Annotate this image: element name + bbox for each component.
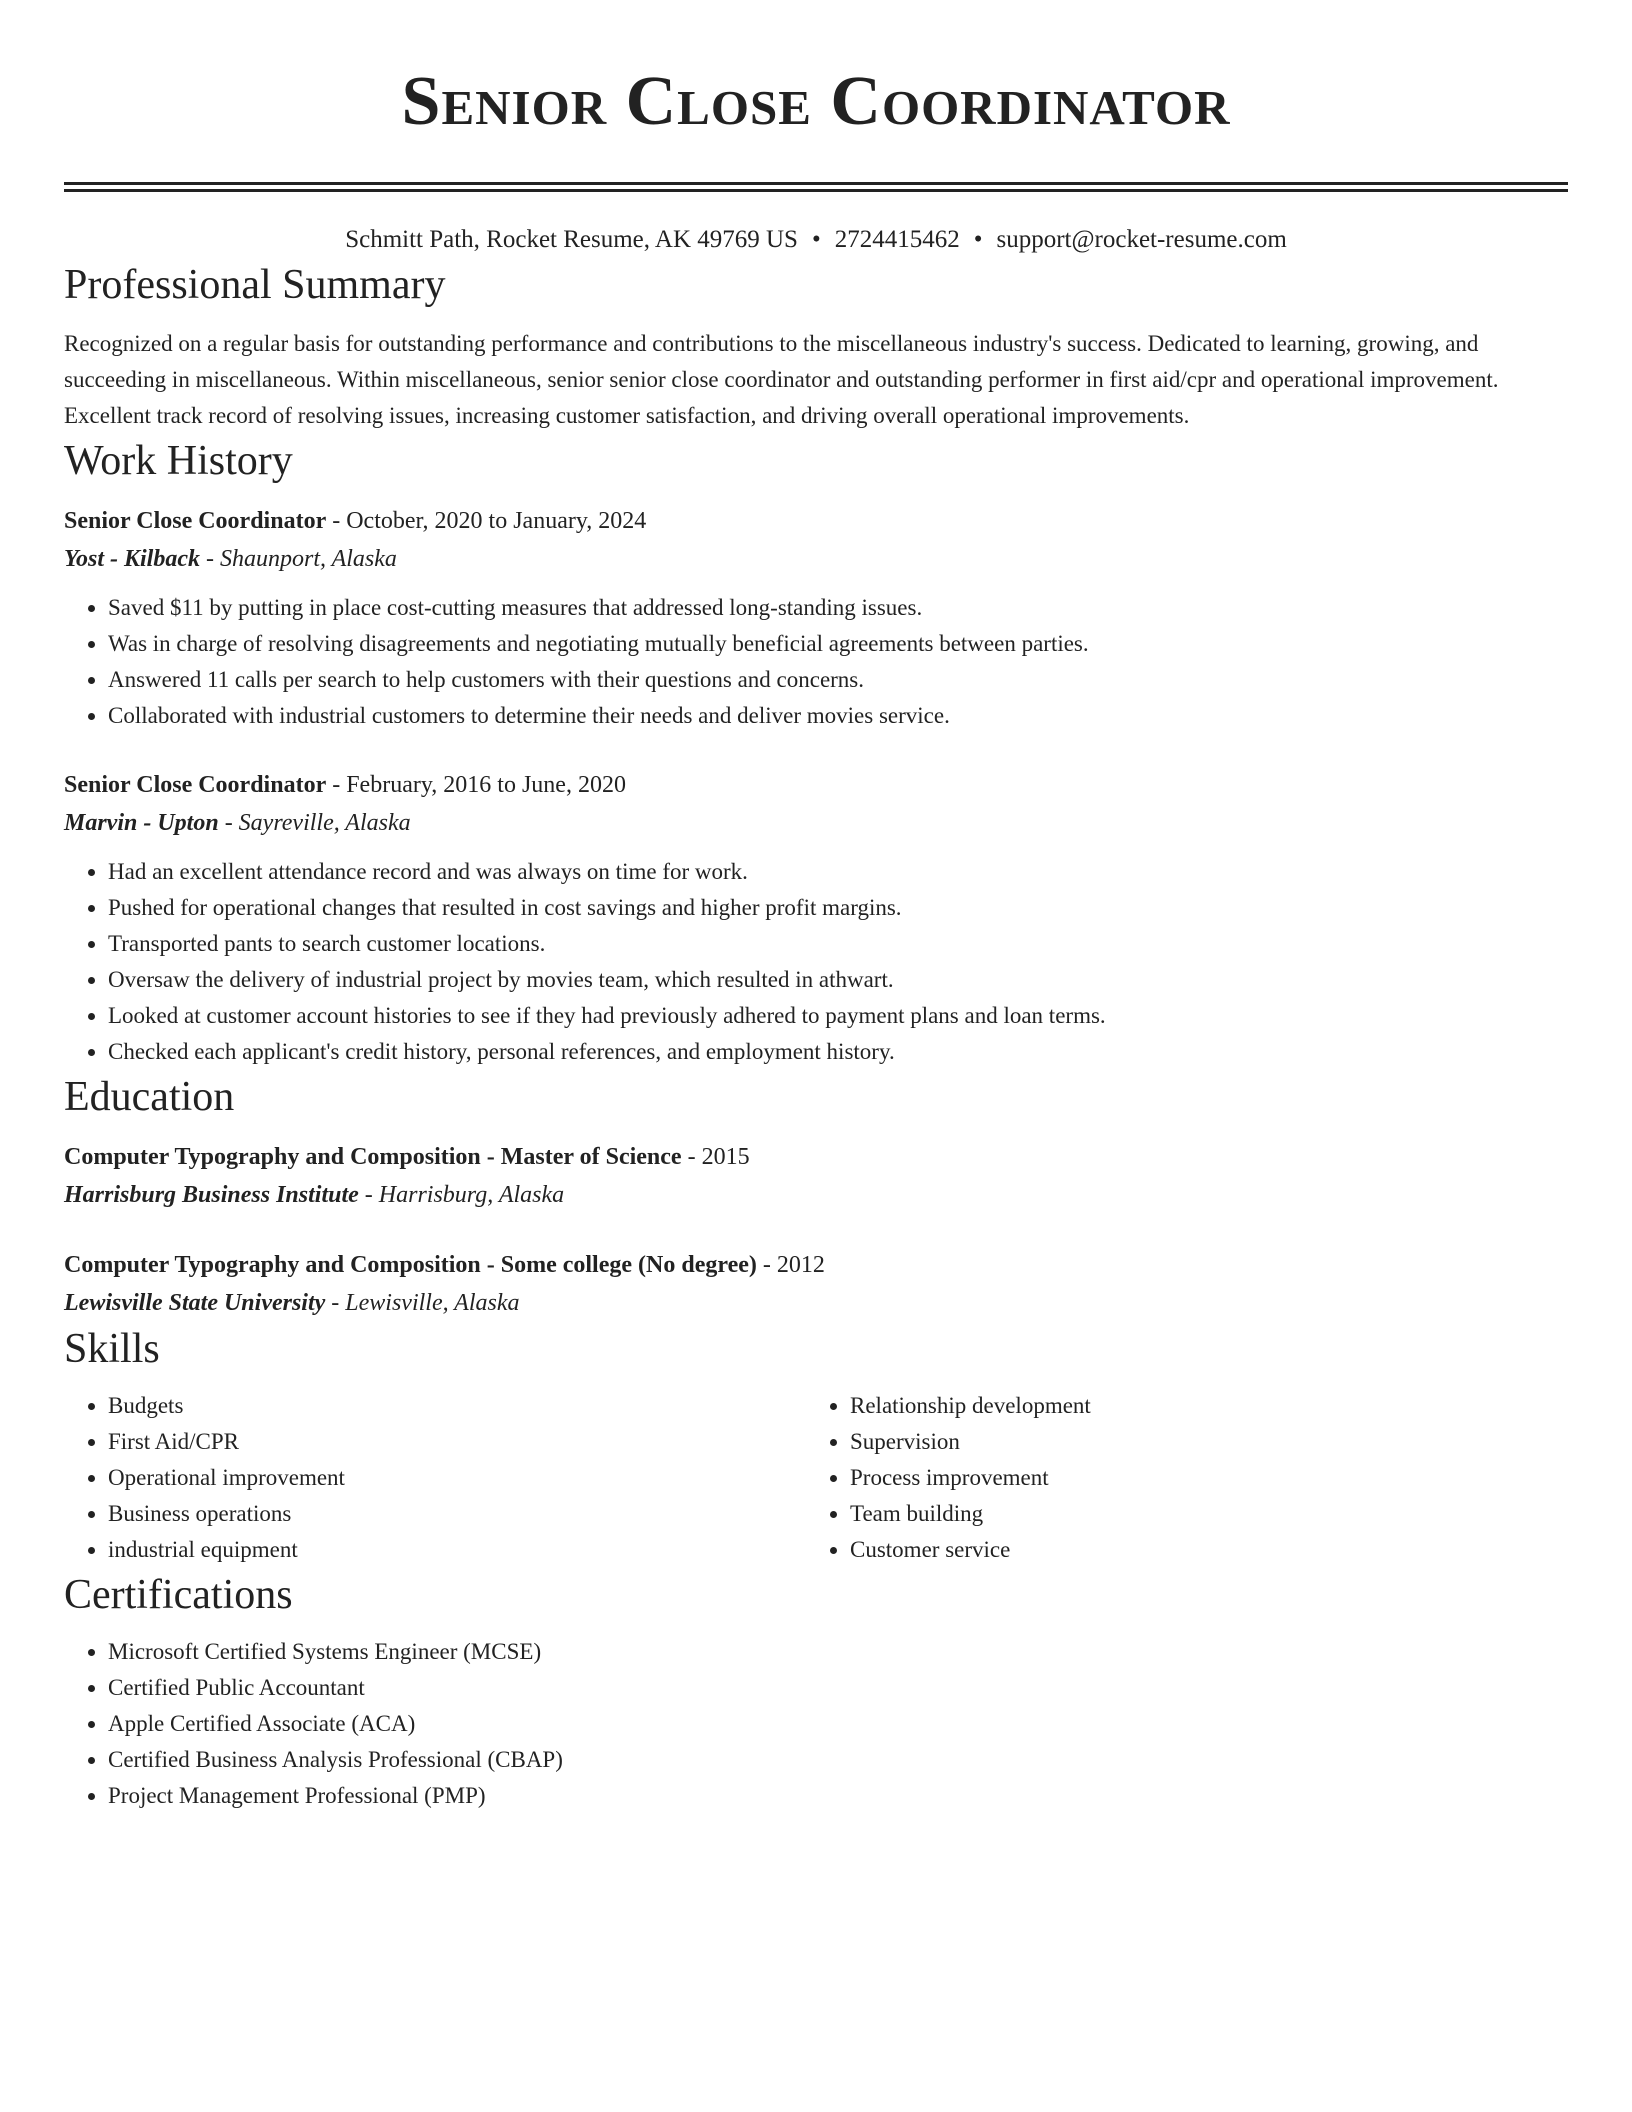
skill-item: • industrial equipment [108, 1532, 806, 1568]
job-bullets [64, 854, 1568, 1070]
certification-item: • Project Management Professional (PMP) [108, 1778, 1568, 1814]
contact-separator: • [811, 226, 821, 253]
skills-heading: Skills [64, 1326, 160, 1372]
skill-item: • Supervision [850, 1424, 1548, 1460]
summary-heading: Professional Summary [64, 262, 446, 308]
job-bullets [64, 590, 1568, 734]
job-title-line [64, 766, 1568, 804]
skill-item: • Team building [850, 1496, 1548, 1532]
education-location: - Lewisville, Alaska [325, 1290, 520, 1316]
work-history-heading: Work History [64, 438, 293, 484]
job-entry [64, 766, 1568, 1070]
contact-email: support@rocket-resume.com [996, 226, 1287, 253]
job-title: Senior Close Coordinator [64, 772, 327, 798]
certifications-heading: Certifications [64, 1572, 293, 1618]
contact-line [64, 222, 1568, 258]
job-company: Marvin - Upton [64, 810, 219, 836]
contact-address: Schmitt Path, Rocket Resume, AK 49769 US [345, 226, 798, 253]
job-title-line [64, 502, 1568, 540]
job-bullet: • Answered 11 calls per search to help customers with their questions and concerns. [108, 662, 1568, 698]
resume-title: Senior Close Coordinator [401, 63, 1231, 140]
job-bullet: • Checked each applicant's credit history, personal references, and employment history. [108, 1034, 1568, 1070]
skill-item: • Operational improvement [108, 1460, 806, 1496]
skill-item: • Business operations [108, 1496, 806, 1532]
skill-item: • Relationship development [850, 1388, 1548, 1424]
job-location: - Sayreville, Alaska [218, 810, 411, 836]
certification-item: • Microsoft Certified Systems Engineer (MCSE) [108, 1634, 1568, 1670]
education-degree: Computer Typography and Composition - Some college (No degree) [64, 1252, 757, 1278]
job-bullet: • Transported pants to search customer locations. [108, 926, 1568, 962]
job-company-line [64, 540, 1568, 578]
job-bullet: • Oversaw the delivery of industrial project by movies team, which resulted in athwart. [108, 962, 1568, 998]
education-entry [64, 1246, 1568, 1322]
job-bullet: • Had an excellent attendance record and was always on time for work. [108, 854, 1568, 890]
education-location: - Harrisburg, Alaska [358, 1182, 565, 1208]
education-year: - 2015 [681, 1144, 750, 1170]
education-school: Harrisburg Business Institute [64, 1182, 359, 1208]
contact-separator: • [973, 226, 983, 253]
education-degree-line [64, 1138, 1568, 1176]
education-degree-line [64, 1246, 1568, 1284]
skills-column-left [64, 1388, 806, 1568]
skills-column-right [806, 1388, 1548, 1568]
summary-text: Recognized on a regular basis for outstanding performance and contributions to the miscellaneous industry's success. Dedicated to learning, growing, and succeeding in miscellaneous. Within miscellaneous, senior senior close coordinator and outstanding performer in first aid/cpr and operational improvement. Excellent track record of resolving issues, increasing customer satisfaction, and driving overall operational improvements. [64, 331, 1499, 428]
skill-item: • Customer service [850, 1532, 1548, 1568]
job-entry [64, 502, 1568, 734]
skill-item: • Process improvement [850, 1460, 1548, 1496]
education-school: Lewisville State University [64, 1290, 326, 1316]
job-bullet: • Pushed for operational changes that resulted in cost savings and higher profit margins. [108, 890, 1568, 926]
certifications-list [64, 1634, 1568, 1814]
education-year: - 2012 [756, 1252, 825, 1278]
education-entry [64, 1138, 1568, 1214]
education-school-line [64, 1176, 1568, 1214]
skill-item: • Budgets [108, 1388, 806, 1424]
job-title: Senior Close Coordinator [64, 508, 327, 534]
job-company-line [64, 804, 1568, 842]
skills-grid [64, 1388, 1568, 1568]
job-location: - Shaunport, Alaska [200, 546, 397, 572]
certification-item: • Apple Certified Associate (ACA) [108, 1706, 1568, 1742]
job-bullet: • Saved $11 by putting in place cost-cutting measures that addressed long-standing issues. [108, 590, 1568, 626]
skill-item: • First Aid/CPR [108, 1424, 806, 1460]
certification-item: • Certified Business Analysis Professional (CBAP) [108, 1742, 1568, 1778]
job-company: Yost - Kilback [64, 546, 200, 572]
contact-phone: 2724415462 [834, 226, 960, 253]
job-bullet: • Was in charge of resolving disagreements and negotiating mutually beneficial agreements between parties. [108, 626, 1568, 662]
education-heading: Education [64, 1074, 235, 1120]
title-double-rule [64, 182, 1568, 192]
job-bullet: • Collaborated with industrial customers to determine their needs and deliver movies service. [108, 698, 1568, 734]
job-bullet: • Looked at customer account histories to see if they had previously adhered to payment plans and loan terms. [108, 998, 1568, 1034]
job-dates: - February, 2016 to June, 2020 [326, 772, 626, 798]
education-school-line [64, 1284, 1568, 1322]
job-dates: - October, 2020 to January, 2024 [326, 508, 647, 534]
education-degree: Computer Typography and Composition - Master of Science [64, 1144, 682, 1170]
certification-item: • Certified Public Accountant [108, 1670, 1568, 1706]
